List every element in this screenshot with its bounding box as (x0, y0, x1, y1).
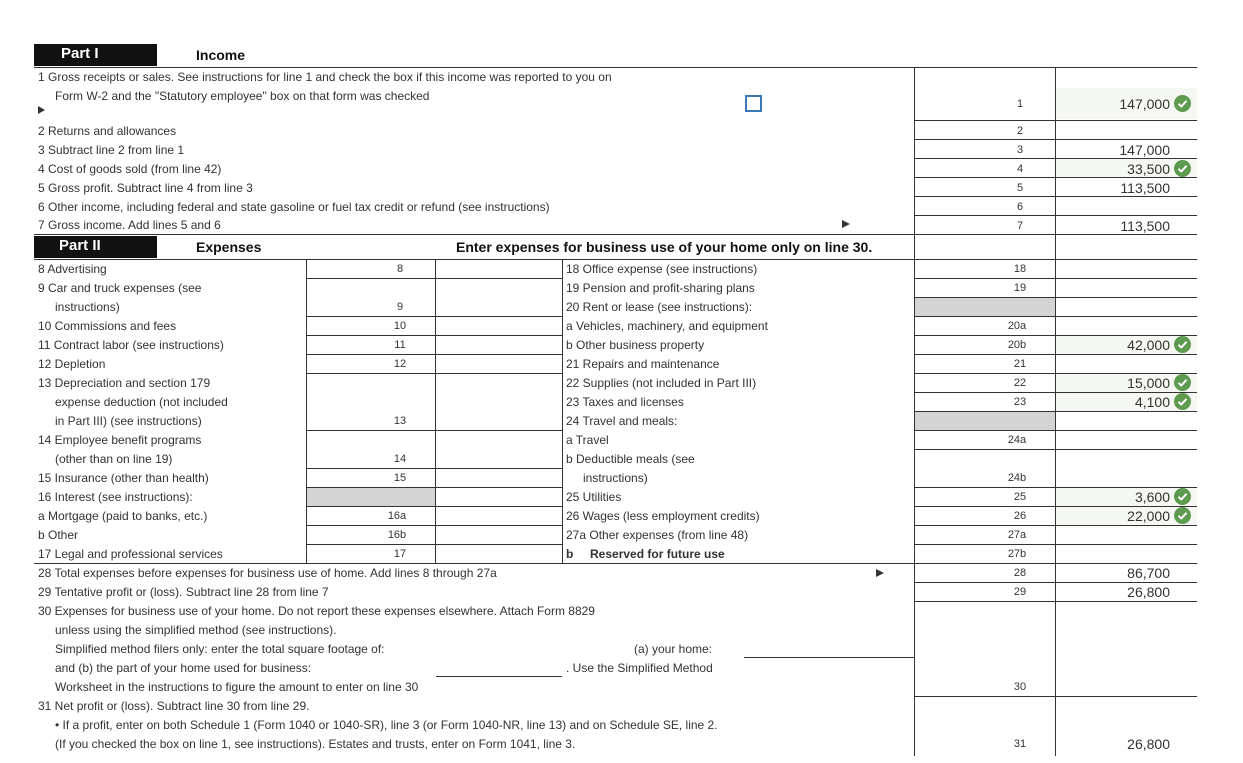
line-1-num: 1 (1016, 98, 1024, 110)
line-26-value[interactable]: 22,000 (1127, 508, 1170, 524)
line-23-text: 23 Taxes and licenses (566, 395, 684, 409)
line-31-text-b: • If a profit, enter on both Schedule 1 (Form 1040 or 1040-SR), line 3 (or Form 1040-NR, line 13) and on Schedule SE, line 2. (55, 718, 718, 732)
line-3-value: 147,000 (1119, 142, 1170, 158)
line-14-num: 14 (393, 453, 407, 465)
line-23-num: 23 (1013, 396, 1027, 408)
line-30-text-d: and (b) the part of your home used for business: (55, 661, 312, 675)
line-1-text-b: Form W-2 and the "Statutory employee" box on that form was checked (55, 89, 430, 103)
line-10-num: 10 (393, 320, 407, 332)
home-sqft-field[interactable] (744, 657, 914, 658)
line-12-text: 12 Depletion (38, 357, 106, 371)
line-5-num: 5 (1016, 182, 1024, 194)
line-20b-value[interactable]: 42,000 (1127, 337, 1170, 353)
line-16-text: 16 Interest (see instructions): (38, 490, 193, 504)
line-20-text: 20 Rent or lease (see instructions): (566, 300, 753, 314)
line-18-num: 18 (1013, 263, 1027, 275)
line-27b-text: Reserved for future use (590, 547, 725, 561)
line-3-text: 3 Subtract line 2 from line 1 (38, 143, 185, 157)
line-27b-prefix: b (566, 547, 574, 561)
line-10-text: 10 Commissions and fees (38, 319, 177, 333)
line-7-num: 7 (1016, 220, 1024, 232)
line-5-value: 113,500 (1120, 180, 1170, 196)
part1-tag: Part I (34, 44, 157, 66)
line-28-value: 86,700 (1127, 565, 1170, 581)
line-9-text: 9 Car and truck expenses (see (38, 281, 202, 295)
line-28-text: 28 Total expenses before expenses for business use of home. Add lines 8 through 27a (38, 566, 497, 580)
line-1-text-a: 1 Gross receipts or sales. See instructions for line 1 and check the box if this income was reported to you on (38, 70, 612, 84)
line-14-text: 14 Employee benefit programs (38, 433, 202, 447)
line-16a-num: 16a (387, 510, 407, 522)
line-16a-text: a Mortgage (paid to banks, etc.) (38, 509, 208, 523)
line-20b-num: 20b (1007, 339, 1027, 351)
line-26-num: 26 (1013, 510, 1027, 522)
shaded-cell (915, 412, 1055, 430)
line-4-value[interactable]: 33,500 (1127, 161, 1170, 177)
line-24-text: 24 Travel and meals: (566, 414, 678, 428)
line-15-text: 15 Insurance (other than health) (38, 471, 209, 485)
line-19-num: 19 (1013, 282, 1027, 294)
line-7-value: 113,500 (1120, 218, 1170, 234)
line-16b-text: b Other (38, 528, 79, 542)
line-23-value[interactable]: 4,100 (1134, 394, 1170, 410)
line-29-num: 29 (1013, 586, 1027, 598)
line-13-num: 13 (393, 415, 407, 427)
line-8-num: 8 (396, 263, 404, 275)
part2-note: Enter expenses for business use of your home only on line 30. (456, 239, 873, 255)
line-25-num: 25 (1013, 491, 1027, 503)
line-8-text: 8 Advertising (38, 262, 107, 276)
line-2-text: 2 Returns and allowances (38, 124, 177, 138)
line-11-num: 11 (394, 339, 406, 351)
line-11-text: 11 Contract labor (see instructions) (38, 338, 224, 352)
line-25-value[interactable]: 3,600 (1134, 489, 1170, 505)
line-1-value[interactable]: 147,000 (1119, 96, 1170, 112)
business-sqft-field[interactable] (436, 676, 562, 677)
line-6-text: 6 Other income, including federal and state gasoline or fuel tax credit or refund (see instructions) (38, 200, 550, 214)
arrow-right-icon (842, 220, 850, 228)
line-4-num: 4 (1016, 163, 1024, 175)
line-20a-text: a Vehicles, machinery, and equipment (566, 319, 768, 333)
statutory-employee-checkbox[interactable] (745, 95, 762, 112)
line-5-text: 5 Gross profit. Subtract line 4 from line 3 (38, 181, 253, 195)
line-27a-num: 27a (1007, 529, 1027, 541)
line-20b-text: b Other business property (566, 338, 705, 352)
line-30-text-c2: (a) your home: (634, 642, 713, 656)
line-3-num: 3 (1016, 144, 1024, 156)
line-13-text: 13 Depreciation and section 179 (38, 376, 211, 390)
line-22-text: 22 Supplies (not included in Part III) (566, 376, 757, 390)
line-25-text: 25 Utilities (566, 490, 622, 504)
line-20a-num: 20a (1007, 320, 1027, 332)
check-icon (1174, 507, 1191, 524)
check-icon (1174, 393, 1191, 410)
line-9-text-b: instructions) (55, 300, 120, 314)
line-30-num: 30 (1013, 681, 1027, 693)
line-31-value: 26,800 (1127, 736, 1170, 752)
arrow-right-icon (876, 569, 884, 577)
check-icon (1174, 374, 1191, 391)
line-21-num: 21 (1013, 358, 1027, 370)
line-30-text-b: unless using the simplified method (see instructions). (55, 623, 337, 637)
line-29-value: 26,800 (1127, 584, 1170, 600)
line-30-text-d2: . Use the Simplified Method (566, 661, 713, 675)
line-24b-num: 24b (1007, 472, 1027, 484)
line-24b-text: b Deductible meals (see (566, 452, 695, 466)
line-12-num: 12 (393, 358, 407, 370)
line-13-text-b: expense deduction (not included (55, 395, 228, 409)
line-4-text: 4 Cost of goods sold (from line 42) (38, 162, 222, 176)
line-21-text: 21 Repairs and maintenance (566, 357, 720, 371)
line-30-text-c: Simplified method filers only: enter the total square footage of: (55, 642, 385, 656)
line-7-text: 7 Gross income. Add lines 5 and 6 (38, 218, 221, 232)
line-24a-num: 24a (1007, 434, 1027, 446)
line-14-text-b: (other than on line 19) (55, 452, 173, 466)
line-6-num: 6 (1016, 201, 1024, 213)
line-22-value[interactable]: 15,000 (1127, 375, 1170, 391)
line-22-num: 22 (1013, 377, 1027, 389)
part1-title: Income (196, 47, 246, 63)
line-26-text: 26 Wages (less employment credits) (566, 509, 760, 523)
line-9-num: 9 (396, 301, 404, 313)
line-13-text-c: in Part III) (see instructions) (55, 414, 202, 428)
line-31-text-a: 31 Net profit or (loss). Subtract line 30 from line 29. (38, 699, 310, 713)
line-30-text-e: Worksheet in the instructions to figure the amount to enter on line 30 (55, 680, 419, 694)
check-icon (1174, 336, 1191, 353)
line-18-text: 18 Office expense (see instructions) (566, 262, 758, 276)
shaded-cell (307, 488, 435, 506)
line-28-num: 28 (1013, 567, 1027, 579)
line-17-text: 17 Legal and professional services (38, 547, 223, 561)
arrow-right-icon (38, 106, 45, 114)
line-15-num: 15 (393, 472, 407, 484)
line-27b-num: 27b (1007, 548, 1027, 560)
line-2-num: 2 (1016, 125, 1024, 137)
line-16b-num: 16b (387, 529, 407, 541)
line-31-text-c: (If you checked the box on line 1, see instructions). Estates and trusts, enter on Form 1041, line 3. (55, 737, 576, 751)
line-31-num: 31 (1013, 738, 1027, 750)
line-24a-text: a Travel (566, 433, 609, 447)
check-icon (1174, 160, 1191, 177)
line-29-text: 29 Tentative profit or (loss). Subtract line 28 from line 7 (38, 585, 329, 599)
line-17-num: 17 (393, 548, 407, 560)
part2-title: Expenses (196, 239, 262, 255)
line-30-text-a: 30 Expenses for business use of your home. Do not report these expenses elsewhere. Attach Form 8829 (38, 604, 595, 618)
check-icon (1174, 488, 1191, 505)
line-27a-text: 27a Other expenses (from line 48) (566, 528, 749, 542)
part2-tag: Part II (34, 236, 157, 258)
line-24b-text-b: instructions) (583, 471, 648, 485)
check-icon (1174, 95, 1191, 112)
shaded-cell (915, 298, 1055, 316)
line-19-text: 19 Pension and profit-sharing plans (566, 281, 755, 295)
